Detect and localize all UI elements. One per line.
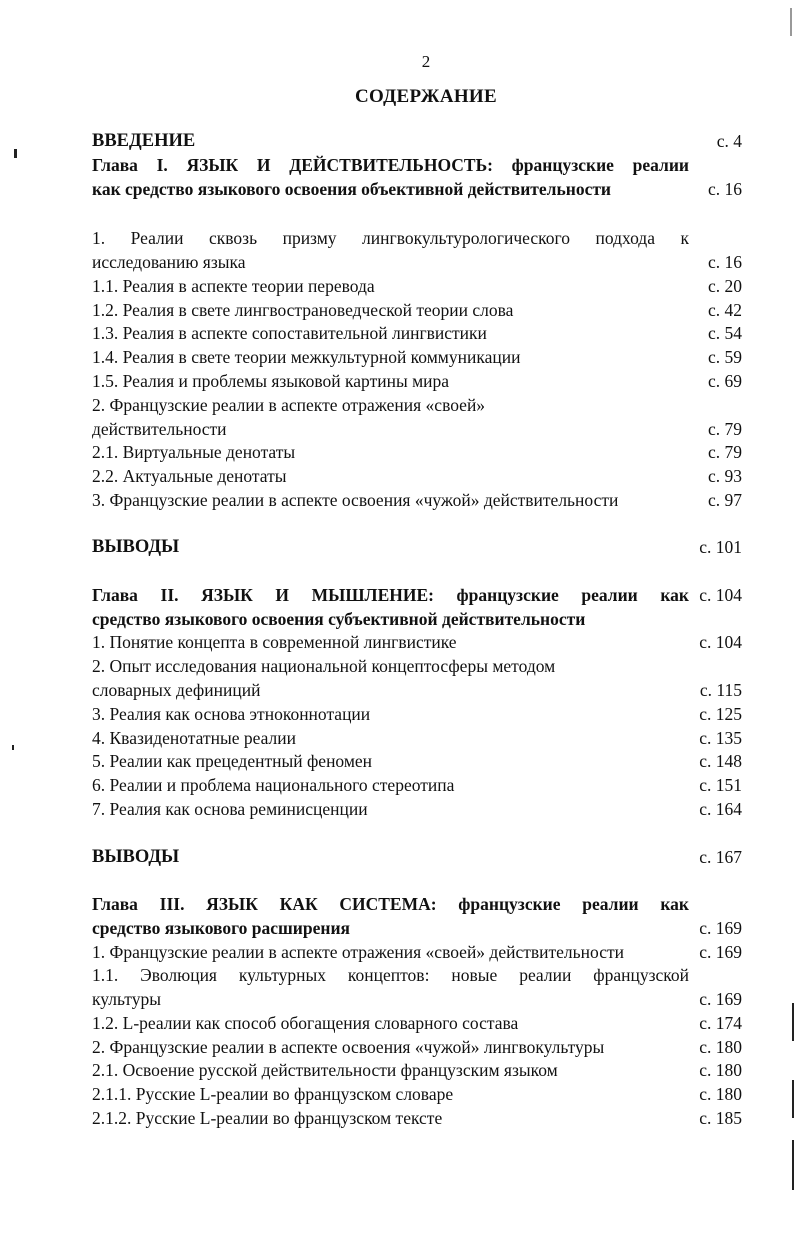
toc-entry-title: 1.2. L-реалии как способ обогащения словарного состава (92, 1013, 519, 1033)
toc-entry (92, 299, 742, 323)
toc-entry-page: с. 169 (699, 989, 742, 1009)
toc-entry-title: 7. Реалия как основа реминисценции (92, 799, 368, 819)
toc-entry (92, 1012, 742, 1036)
toc-entry-page: с. 97 (707, 490, 742, 510)
toc-section-1-2-line-1 (92, 394, 742, 418)
toc-entry-title: культуры (92, 989, 161, 1009)
toc-entry-title: 1.4. Реалия в свете теории межкультурной коммуникации (92, 347, 521, 367)
toc-entry-title: 2.1. Освоение русской действительности французским языком (92, 1060, 558, 1080)
toc-entry-title: 2.2. Актуальные денотаты (92, 466, 287, 486)
toc-entry-page: с. 167 (699, 847, 742, 867)
toc-entry (92, 370, 742, 394)
toc-entry-page: с. 4 (716, 131, 742, 151)
toc-entry-page: с. 169 (699, 918, 742, 938)
toc-entry (92, 489, 742, 513)
toc-entry-page: с. 79 (707, 419, 742, 439)
scan-artifact (792, 1003, 794, 1041)
toc-entry-title: ВЫВОДЫ (92, 537, 180, 557)
toc-entry-page: с. 79 (707, 442, 742, 462)
toc-entry-page: с. 42 (707, 300, 742, 320)
toc-entry-page: с. 180 (699, 1037, 742, 1057)
toc-entry-page: с. 54 (707, 323, 742, 343)
toc-entry-title: 2.1.1. Русские L-реалии во французском словаре (92, 1084, 454, 1104)
toc-entry-title: 1. Французские реалии в аспекте отражения «своей» действительности (92, 942, 624, 962)
toc-entry (92, 774, 742, 798)
toc-entry-title: средство языкового расширения (92, 918, 350, 938)
toc-section-3-1-1-line-1 (92, 964, 742, 988)
toc-entry-page: с. 16 (707, 252, 742, 272)
toc-section-3-1-1-line-2 (92, 988, 742, 1012)
toc-entry (92, 441, 742, 465)
toc-entry-title: 3. Реалия как основа этноконнотации (92, 704, 371, 724)
toc-entry-page: с. 169 (699, 942, 742, 962)
toc-entry-title: ВВЕДЕНИЕ (92, 131, 196, 151)
toc-entry (92, 1059, 742, 1083)
toc-entry (92, 1036, 742, 1060)
toc-entry-title: 3. Французские реалии в аспекте освоения «чужой» действительности (92, 490, 619, 510)
toc-entry-title: 6. Реалии и проблема национального стереотипа (92, 775, 455, 795)
toc-entry-title: 5. Реалии как прецедентный феномен (92, 751, 373, 771)
toc-entry-page: с. 180 (699, 1084, 742, 1104)
toc-entry-page: с. 180 (699, 1060, 742, 1080)
toc-section-2-2-line-1 (92, 655, 742, 679)
toc-entry-page: с. 174 (699, 1013, 742, 1033)
toc-conclusions-1 (92, 536, 742, 560)
toc-entry-title: словарных дефиниций (92, 680, 261, 700)
toc-chapter-2-line-2 (92, 608, 742, 632)
toc-entry-page: с. 148 (699, 751, 742, 771)
toc-entry (92, 275, 742, 299)
toc-entry-page: с. 59 (707, 347, 742, 367)
toc-chapter-1-line-1 (92, 154, 742, 178)
toc-section-1-1-line-2 (92, 251, 742, 275)
toc-entry-page: с. 125 (699, 704, 742, 724)
toc-entry-page: с. 185 (699, 1108, 742, 1128)
toc-entry-title: ВЫВОДЫ (92, 847, 180, 867)
toc-entry-page: с. 115 (699, 680, 742, 700)
toc-entry-title: 2. Французские реалии в аспекте освоения «чужой» лингвокультуры (92, 1037, 605, 1057)
toc-entry (92, 1083, 742, 1107)
scan-artifact (14, 149, 17, 158)
toc-entry-page: с. 135 (699, 728, 742, 748)
toc-entry-page: с. 93 (707, 466, 742, 486)
toc-chapter-3-line-1 (92, 893, 742, 917)
toc-entry-title: 1.1. Эволюция культурных концептов: новые реалии французской (92, 965, 689, 985)
toc-entry (92, 941, 742, 965)
toc-chapter-3-line-2 (92, 917, 742, 941)
toc-entry (92, 322, 742, 346)
toc-entry-page: с. 101 (699, 537, 742, 557)
toc-entry-title: 1.3. Реалия в аспекте сопоставительной лингвистики (92, 323, 487, 343)
toc-entry (92, 727, 742, 751)
scan-artifact (792, 1080, 794, 1118)
toc-entry-page: с. 104 (699, 632, 742, 652)
toc-conclusions-2 (92, 846, 742, 870)
toc-entry-title: 1.2. Реалия в свете лингвострановедческой теории слова (92, 300, 514, 320)
toc-entry (92, 1107, 742, 1131)
toc-entry-title: 2. Французские реалии в аспекте отражения «своей» (92, 395, 486, 415)
toc-entry-title: Глава II. ЯЗЫК И МЫШЛЕНИЕ: французские реалии как (92, 585, 689, 605)
toc-entry (92, 465, 742, 489)
toc-chapter-1-line-2 (92, 178, 742, 202)
toc-entry-page: с. 104 (699, 585, 742, 605)
toc-entry-title: 1. Реалии сквозь призму лингвокультурологического подхода к (92, 228, 689, 248)
toc-entry-page: с. 164 (699, 799, 742, 819)
toc-entry (92, 631, 742, 655)
toc-entry (92, 346, 742, 370)
toc-entry-title: действительности (92, 419, 227, 439)
toc-chapter-2-line-1 (92, 584, 742, 608)
scan-artifact (12, 745, 14, 750)
toc-entry-title: 1.1. Реалия в аспекте теории перевода (92, 276, 375, 296)
toc-entry-page: с. 69 (707, 371, 742, 391)
toc-entry-title: 1. Понятие концепта в современной лингвистике (92, 632, 457, 652)
toc-entry-title: как средство языкового освоения объективной действительности (92, 179, 612, 199)
toc-entry-intro (92, 130, 742, 154)
toc-entry (92, 750, 742, 774)
toc-entry-page: с. 20 (707, 276, 742, 296)
toc-entry (92, 798, 742, 822)
toc-entry-title: 2.1. Виртуальные денотаты (92, 442, 296, 462)
toc-entry-page: с. 16 (707, 179, 742, 199)
toc-entry-title: Глава I. ЯЗЫК И ДЕЙСТВИТЕЛЬНОСТЬ: французские реалии (92, 155, 689, 175)
toc-entry-title: средство языкового освоения субъективной действительности (92, 609, 586, 629)
toc-entry-title: исследованию языка (92, 252, 246, 272)
toc-entry-title: 2. Опыт исследования национальной концептосферы методом (92, 656, 556, 676)
page-title: СОДЕРЖАНИЕ (355, 86, 497, 107)
scan-artifact (790, 8, 792, 36)
toc-entry-title: 4. Квазиденотатные реалии (92, 728, 297, 748)
toc-entry-title: 2.1.2. Русские L-реалии во французском тексте (92, 1108, 443, 1128)
page-number: 2 (421, 52, 431, 71)
toc-entry-title: Глава III. ЯЗЫК КАК СИСТЕМА: французские реалии как (92, 894, 689, 914)
toc-section-2-2-line-2 (92, 679, 742, 703)
scan-artifact (792, 1140, 794, 1190)
toc-section-1-2-line-2 (92, 418, 742, 442)
toc-entry-page: с. 151 (699, 775, 742, 795)
toc-entry (92, 703, 742, 727)
toc-entry-title: 1.5. Реалия и проблемы языковой картины мира (92, 371, 450, 391)
toc-section-1-1-line-1 (92, 227, 742, 251)
